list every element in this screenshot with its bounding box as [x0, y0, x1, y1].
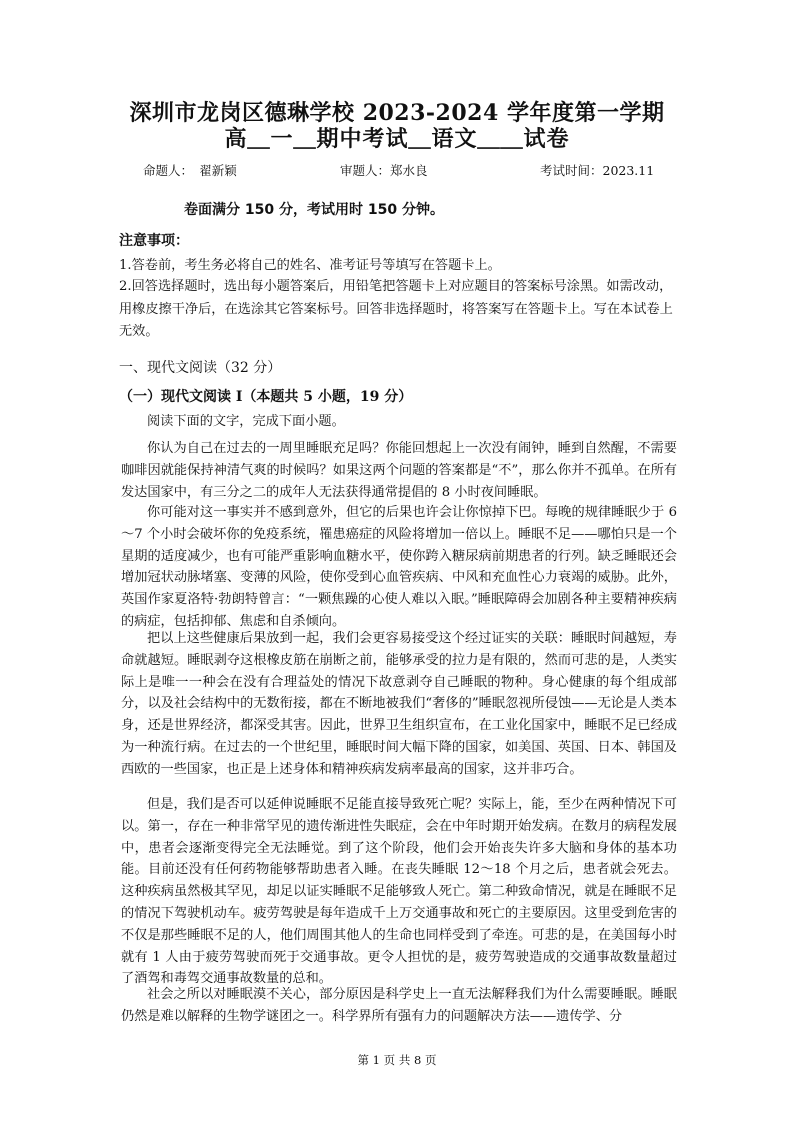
reviewer-label: 审题人：郑水良: [340, 163, 428, 178]
setter-label: 命题人： 翟新颖: [143, 163, 237, 178]
notice-item-1: 1.答卷前，考生务必将自己的姓名、准考证号等填写在答题卡上。: [119, 258, 501, 273]
passage-paragraph: 你可能对这一事实并不感到意外，但它的后果也许会让你惊掉下巴。每晚的规律睡眠少于 6～7 个小时会破坏你的免疫系统，罹患癌症的风险将增加一倍以上。睡眠不足——哪怕只是一个星期的适度减少，也有可能严重影响血糖水平，使你跨入糖尿病前期患者的行列。缺乏睡眠还会增加冠状动脉堵塞、变薄的风险，使你受到心血管疾病、中风和充血性心力衰竭的威胁。此外，英国作家夏洛特·勃朗特曾言：“一颗焦躁的心使人难以入眠。”睡眠障碍会加剧各种主要精神疾病的病症，包括抑郁、焦虑和自杀倾向。: [121, 505, 677, 629]
score-line: 卷面满分 150 分，考试用时 150 分钟。: [184, 202, 444, 218]
page-number: 第 1 页 共 8 页: [357, 1053, 437, 1067]
exam-title-line2: 高＿一＿期中考试＿语文＿＿试卷: [224, 126, 570, 152]
passage-paragraph: 但是，我们是否可以延伸说睡眠不足能直接导致死亡呢？实际上，能，至少在两种情况下可以。第一，存在一种非常罕见的遗传渐进性失眠症，会在中年时期开始发病。在数月的病程发展中，患者会逐渐变得完全无法睡觉。到了这个阶段，他们会开始丧失许多大脑和身体的基本功能。目前还没有任何药物能够帮助患者入睡。在丧失睡眠 12～18 个月之后，患者就会死去。这种疾病虽然极其罕见，却足以证实睡眠不足能够致人死亡。第二种致命情况，就是在睡眠不足的情况下驾驶机动车。疲劳驾驶是每年造成千上万交通事故和死亡的主要原因。这里受到危害的不仅是那些睡眠不足的人，他们周围其他人的生命也同样受到了牵连。可悲的是，在美国每小时就有 1 人由于疲劳驾驶而死于交通事故。更令人担忧的是，疲劳驾驶造成的交通事故数量超过了酒驾和毒驾交通事故数量的总和。: [121, 797, 677, 987]
subsection-heading: （一）现代文阅读 I（本题共 5 小题，19 分）: [119, 389, 413, 405]
passage-paragraph: 把以上这些健康后果放到一起，我们会更容易接受这个经过证实的关联：睡眠时间越短，寿命就越短。睡眠剥夺这根橡皮筋在崩断之前，能够承受的拉力是有限的，然而可悲的是，人类实际上是唯一一种会在没有合理益处的情况下故意剥夺自己睡眠的物种。身心健康的每个组成部分，以及社会结构中的无数衔接，都在不断地被我们“奢侈的”睡眠忽视所侵蚀——无论是人类本身，还是世界经济，都深受其害。因此，世界卫生组织宣布，在工业化国家中，睡眠不足已经成为一种流行病。在过去的一个世纪里，睡眠时间大幅下降的国家，如美国、英国、日本、韩国及西欧的一些国家，也正是上述身体和精神疾病发病率最高的国家，这并非巧合。: [121, 631, 677, 777]
reading-instruction: 阅读下面的文字，完成下面小题。: [147, 414, 345, 429]
notice-item-2: 2.回答选择题时，选出每小题答案后，用铅笔把答题卡上对应题目的答案标号涂黑。如需改动，用橡皮擦干净后，在选涂其它答案标号。回答非选择题时，将答案写在答题卡上。写在本试卷上无效。: [119, 279, 673, 339]
exam-title-line1: 深圳市龙岗区德琳学校 2023-2024 学年度第一学期: [129, 100, 665, 126]
passage-paragraph: 社会之所以对睡眠漠不关心，部分原因是科学史上一直无法解释我们为什么需要睡眠。睡眠仍然是难以解释的生物学谜团之一。科学界所有强有力的问题解决方法——遗传学、分: [121, 987, 677, 1024]
exam-time-label: 考试时间：2023.11: [540, 163, 655, 178]
passage-paragraph: 你认为自己在过去的一周里睡眠充足吗？你能回想起上一次没有闹钟，睡到自然醒，不需要咖啡因就能保持神清气爽的时候吗？如果这两个问题的答案都是“不”，那么你并不孤单。在所有发达国家中，有三分之二的成年人无法获得通常提倡的 8 小时夜间睡眠。: [121, 441, 677, 500]
notice-heading: 注意事项：: [119, 233, 189, 249]
section-heading: 一、现代文阅读（32 分）: [119, 360, 282, 376]
